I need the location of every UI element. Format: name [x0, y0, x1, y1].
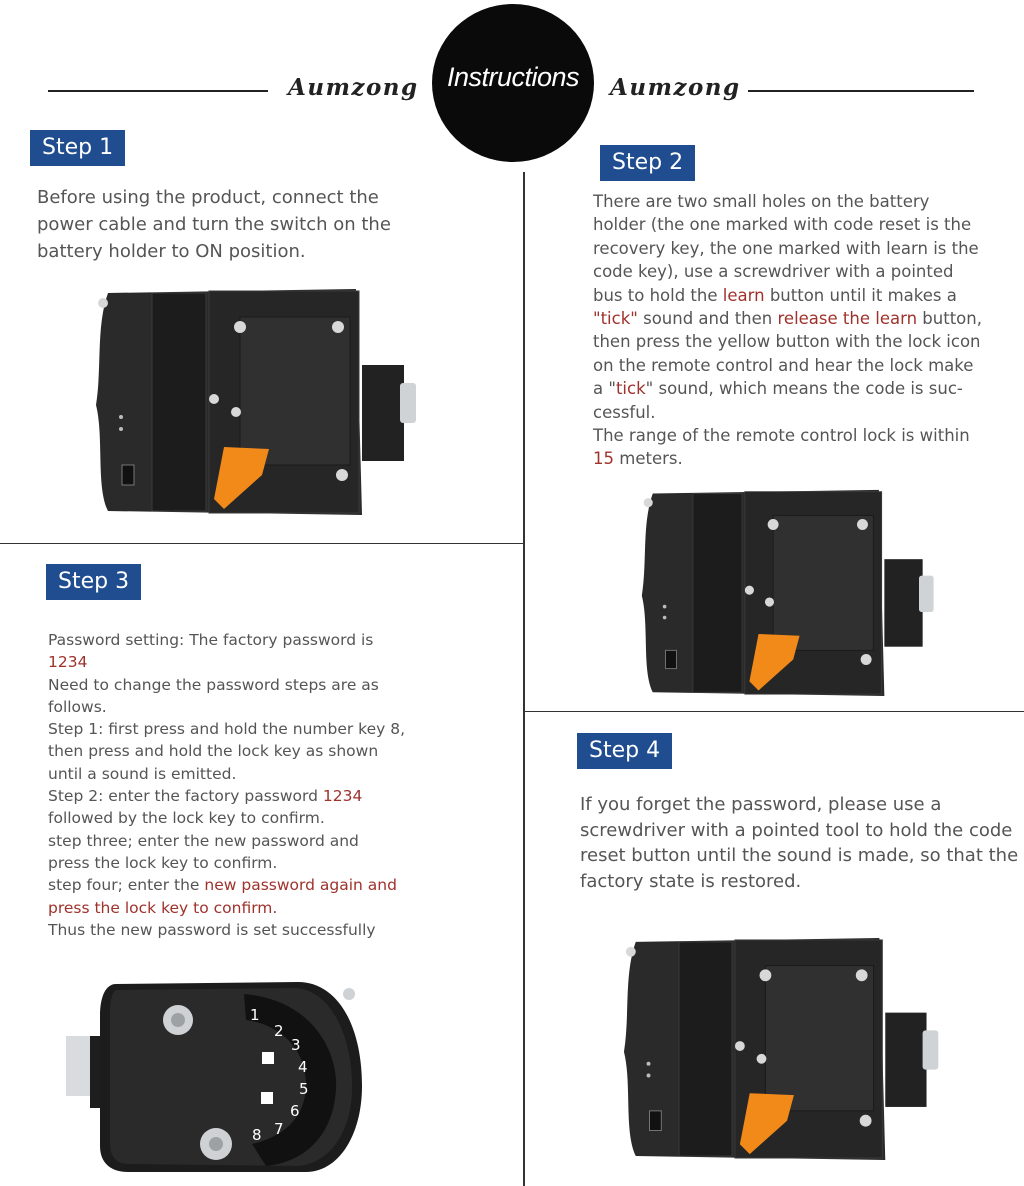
text-span: meters. [614, 449, 683, 469]
highlight-text: learn [722, 285, 765, 305]
text-span: a " [593, 379, 616, 399]
step2-line: holder (the one marked with code reset is the [593, 215, 972, 235]
step3-text [48, 629, 458, 941]
divider-vertical [523, 172, 525, 1186]
step3-line: press the lock key to confirm. [48, 853, 278, 872]
step2-line [593, 377, 1013, 400]
highlight-text: "tick" [593, 309, 638, 329]
step4-lock-image [622, 928, 956, 1168]
key-1: 1 [250, 1006, 260, 1024]
page-title: Instructions [446, 62, 580, 92]
step3-line: then press and hold the lock key as shown [48, 742, 379, 761]
step2-line: on the remote control and hear the lock make [593, 355, 974, 375]
text-span: button, [917, 309, 982, 329]
factory-password: 1234 [48, 653, 88, 672]
step2-line: then press the yellow button with the lock icon [593, 332, 981, 352]
step2-badge: Step 2 [600, 145, 695, 181]
step1-badge: Step 1 [30, 130, 125, 166]
step2-line [593, 284, 1013, 307]
divider-left-horizontal [0, 543, 524, 544]
step3-line: Password setting: The factory password is [48, 631, 374, 649]
step3-line: press the lock key to confirm. [48, 898, 278, 917]
key-4: 4 [298, 1058, 308, 1076]
step1-lock-image [94, 287, 434, 515]
text-span: sound and then [637, 309, 778, 329]
keypad [66, 976, 376, 1176]
key-6: 6 [290, 1102, 300, 1120]
step3-line: Need to change the password steps are as [48, 675, 379, 694]
step2-lock-image [640, 484, 950, 700]
divider-right-horizontal [524, 711, 1024, 712]
step4-badge: Step 4 [577, 733, 672, 769]
key-5: 5 [299, 1080, 309, 1098]
step3-line: until a sound is emitted. [48, 764, 237, 783]
key-2: 2 [274, 1022, 284, 1040]
header-rule-left [48, 90, 268, 92]
step4-text: If you forget the password, please use a screwdriver with a pointed tool to hold the code reset button until the sound is made, so that the factory state is restored. [580, 794, 1019, 892]
text-span: Step 2: enter the factory password [48, 787, 323, 806]
brand-right: Aumzong [610, 74, 741, 101]
step2-line [593, 307, 1013, 330]
highlight-text: release the learn [777, 309, 918, 329]
text-span: bus to hold the [593, 285, 723, 305]
step2-text [593, 190, 1013, 471]
highlight-text: new password again and [204, 876, 397, 895]
text-span: button until it makes a [764, 285, 957, 305]
step3-line: step three; enter the new password and [48, 831, 359, 850]
step3-line: followed by the lock key to confirm. [48, 809, 325, 828]
step3-line: follows. [48, 697, 107, 716]
step3-badge: Step 3 [46, 564, 141, 600]
step3-line [48, 874, 458, 896]
step2-line: recovery key, the one marked with learn is the [593, 238, 979, 258]
step1-text: Before using the product, connect the power cable and turn the switch on the battery holder to ON position. [37, 187, 391, 262]
header-rule-right [748, 90, 974, 92]
step2-line [593, 447, 1013, 470]
highlight-text: 1234 [322, 787, 363, 806]
step2-line: code key), use a screwdriver with a pointed [593, 262, 954, 282]
key-3: 3 [291, 1036, 301, 1054]
step3-line: Thus the new password is set successfully [48, 920, 376, 939]
key-7: 7 [274, 1120, 284, 1138]
highlight-text: 15 [593, 449, 614, 469]
step3-line [48, 785, 458, 807]
step3-line: Step 1: first press and hold the number key 8, [48, 720, 406, 739]
step2-line: cessful. [593, 402, 656, 422]
text-span: " sound, which means the code is suc- [645, 379, 963, 399]
step2-line: There are two small holes on the battery [593, 192, 930, 211]
step2-line: The range of the remote control lock is within [593, 426, 970, 446]
highlight-text: tick [615, 379, 646, 399]
brand-left: Aumzong [288, 74, 419, 101]
key-8: 8 [252, 1126, 262, 1144]
text-span: step four; enter the [48, 876, 205, 895]
